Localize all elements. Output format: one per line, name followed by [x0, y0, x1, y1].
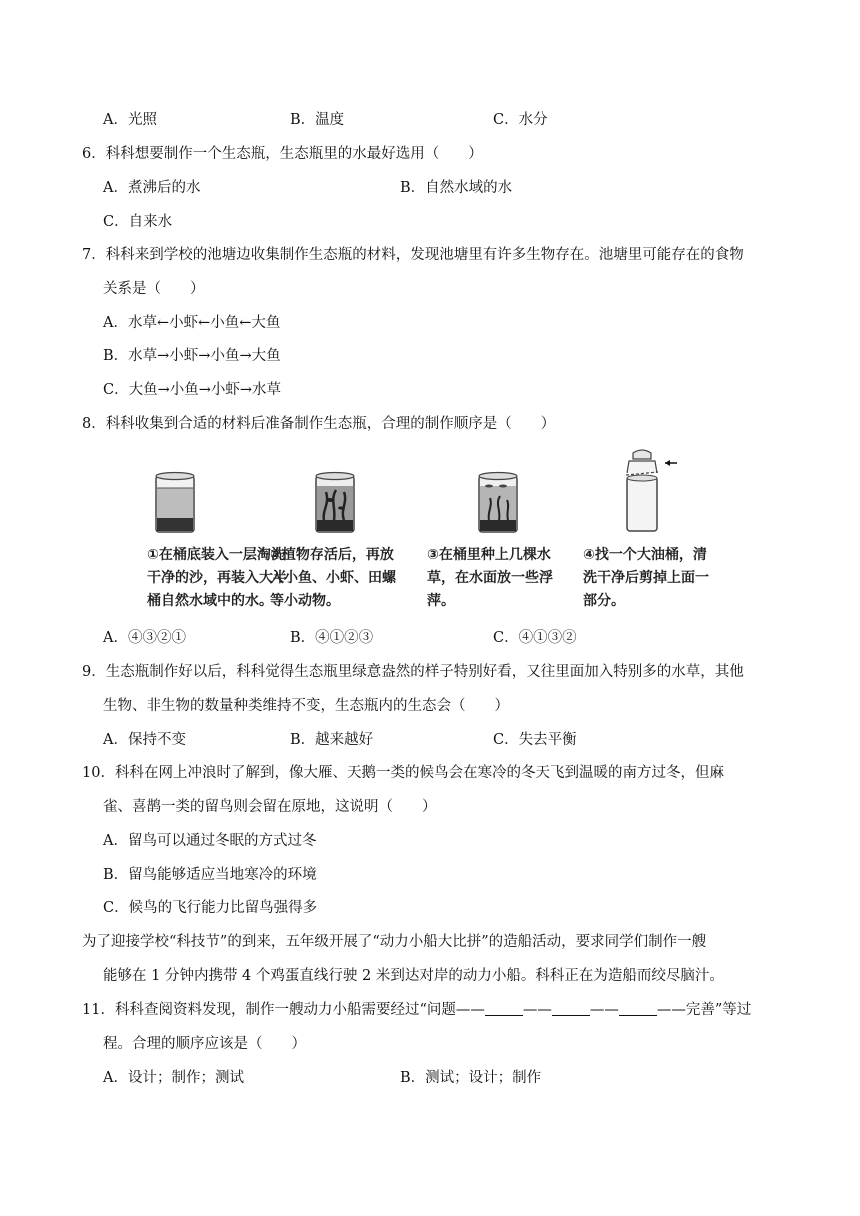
q10-stem-line1: 10．科科在网上冲浪时了解到，像大雁、天鹅一类的候鸟会在寒冷的冬天飞到温暖的南方过冬，但麻 — [82, 765, 724, 781]
q10-option-a: A．留鸟可以通过冬眠的方式过冬 — [103, 833, 317, 849]
q9-stem-line2: 生物、非生物的数量种类维持不变，生态瓶内的生态会（ ） — [103, 698, 509, 714]
q5-option-c: C．水分 — [493, 112, 548, 128]
intro-line1: 为了迎接学校“科技节”的到来，五年级开展了“动力小船大比拼”的造船活动，要求同学们制作一艘 — [82, 934, 707, 950]
q10-stem-line2: 雀、喜鹊一类的留鸟则会留在原地，这说明（ ） — [103, 799, 437, 815]
q10-option-c: C．候鸟的飞行能力比留鸟强得多 — [103, 900, 318, 916]
q9-option-a: A．保持不变 — [103, 732, 186, 748]
q6-option-a: A．煮沸后的水 — [103, 180, 201, 196]
q7-stem-line1: 7．科科来到学校的池塘边收集制作生态瓶的材料，发现池塘里有许多生物存在。池塘里可能存在的食物 — [82, 247, 744, 263]
q8-stem: 8．科科收集到合适的材料后准备制作生态瓶，合理的制作顺序是（ ） — [82, 416, 556, 432]
q5-option-a: A．光照 — [103, 112, 157, 128]
q5-option-b: B．温度 — [290, 112, 345, 128]
bucket-with-animals-image — [310, 470, 360, 536]
q8-option-c: C．④①③② — [493, 630, 577, 646]
q9-stem-line1: 9．生态瓶制作好以后，科科觉得生态瓶里绿意盎然的样子特别好看，又往里面加入特别多的水草，其他 — [82, 664, 744, 680]
step3-caption: ③在桶里种上几棵水 草，在水面放一些浮 萍。 — [427, 547, 553, 609]
answer-blank-3[interactable] — [619, 1001, 657, 1016]
bucket-sand-water-image — [150, 470, 200, 536]
q6-option-c: C．自来水 — [103, 214, 173, 230]
q8-option-b: B．④①②③ — [290, 630, 374, 646]
q7-option-b: B．水草→小虾→小鱼→大鱼 — [103, 348, 281, 364]
step4-caption: ④找一个大油桶，清 洗干净后剪掉上面一 部分。 — [583, 547, 709, 609]
q7-option-a: A．水草←小虾←小鱼←大鱼 — [103, 315, 281, 331]
q7-option-c: C．大鱼→小鱼→小虾→水草 — [103, 382, 282, 398]
q6-stem: 6．科科想要制作一个生态瓶，生态瓶里的水最好选用（ ） — [82, 146, 483, 162]
q9-option-c: C．失去平衡 — [493, 732, 577, 748]
q10-option-b: B．留鸟能够适应当地寒冷的环境 — [103, 867, 317, 883]
bucket-with-plants-image — [473, 470, 523, 536]
q8-option-a: A．④③②① — [103, 630, 186, 646]
q9-option-b: B．越来越好 — [290, 732, 374, 748]
step1-caption: ①在桶底装入一层淘洗 干净的沙，再装入大半 桶自然水域中的水。 — [147, 547, 287, 609]
q11-option-a: A．设计；制作；测试 — [103, 1070, 244, 1086]
intro-line2: 能够在 1 分钟内携带 4 个鸡蛋直线行驶 2 米到达对岸的动力小船。科科正在为造船而绞尽脑汁。 — [103, 968, 724, 984]
step2-caption: ②植物存活后，再放 入小鱼、小虾、田螺 等小动物。 — [270, 547, 396, 609]
cut-oil-bucket-image — [615, 447, 685, 537]
answer-blank-1[interactable] — [485, 1001, 523, 1016]
q11-stem-line1: 11．科科查阅资料发现，制作一艘动力小船需要经过“问题—— —— —— ——完善”等过 — [82, 1002, 752, 1018]
q6-option-b: B．自然水域的水 — [400, 180, 513, 196]
q7-stem-line2: 关系是（ ） — [103, 281, 205, 297]
q11-stem-line2: 程。合理的顺序应该是（ ） — [103, 1036, 306, 1052]
q11-option-b: B．测试；设计；制作 — [400, 1070, 542, 1086]
answer-blank-2[interactable] — [552, 1001, 590, 1016]
